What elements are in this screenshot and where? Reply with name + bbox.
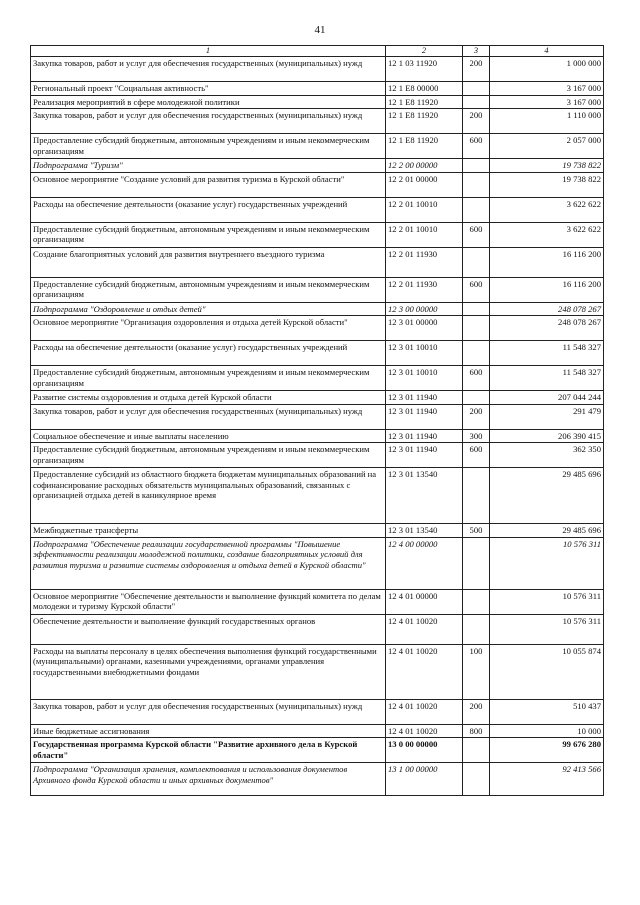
- row-amount-cell: 291 479: [490, 404, 604, 429]
- table-row: [31, 524, 604, 537]
- row-name-cell: Социальное обеспечение и иные выплаты населению: [31, 429, 386, 442]
- table-row: [31, 247, 604, 277]
- row-vr-cell: 200: [463, 57, 490, 82]
- row-name-cell: Закупка товаров, работ и услуг для обеспечения государственных (муниципальных) нужд: [31, 109, 386, 134]
- row-amount-cell: 3 622 622: [490, 222, 604, 247]
- row-name-cell: Закупка товаров, работ и услуг для обеспечения государственных (муниципальных) нужд: [31, 57, 386, 82]
- row-name-cell: Межбюджетные трансферты: [31, 524, 386, 537]
- row-amount-cell: 248 078 267: [490, 316, 604, 341]
- row-code-cell: 12 1 03 11920: [386, 57, 463, 82]
- row-vr-cell: 500: [463, 524, 490, 537]
- row-vr-cell: 800: [463, 724, 490, 737]
- row-vr-cell: [463, 341, 490, 366]
- row-vr-cell: [463, 172, 490, 197]
- row-name-cell: Реализация мероприятий в сфере молодежной политики: [31, 95, 386, 108]
- row-amount-cell: 510 437: [490, 699, 604, 724]
- row-amount-cell: 16 116 200: [490, 277, 604, 302]
- row-name-cell: Основное мероприятие "Обеспечение деятельности и выполнение функций комитета по делам молодежи и туризму Курской области": [31, 589, 386, 614]
- row-amount-cell: 10 576 311: [490, 614, 604, 644]
- table-row: [31, 614, 604, 644]
- row-name-cell: Развитие системы оздоровления и отдыха детей Курской области: [31, 391, 386, 404]
- row-vr-cell: [463, 302, 490, 315]
- row-name-cell: Расходы на обеспечение деятельности (оказание услуг) государственных учреждений: [31, 341, 386, 366]
- row-code-cell: 12 2 00 00000: [386, 159, 463, 172]
- row-code-cell: 12 1 E8 11920: [386, 95, 463, 108]
- row-code-cell: 12 2 01 10010: [386, 222, 463, 247]
- row-amount-cell: 10 576 311: [490, 589, 604, 614]
- row-vr-cell: [463, 316, 490, 341]
- row-name-cell: Предоставление субсидий бюджетным, автономным учреждениям и иным некоммерческим организациям: [31, 443, 386, 468]
- row-vr-cell: 600: [463, 134, 490, 159]
- table-row: [31, 468, 604, 524]
- row-amount-cell: 10 055 874: [490, 644, 604, 699]
- row-code-cell: 12 3 01 13540: [386, 524, 463, 537]
- row-amount-cell: 29 485 696: [490, 468, 604, 524]
- table-row: [31, 404, 604, 429]
- row-name-cell: Государственная программа Курской области "Развитие архивного дела в Курской области": [31, 738, 386, 763]
- row-vr-cell: 600: [463, 366, 490, 391]
- table-row: [31, 724, 604, 737]
- row-name-cell: Предоставление субсидий из областного бюджета бюджетам муниципальных образований на софинансирование расходных обязательств муниципальных образований, связанных с организацией отдыха детей в каникулярное время: [31, 468, 386, 524]
- row-vr-cell: [463, 95, 490, 108]
- table-row: [31, 429, 604, 442]
- column-header: 3: [463, 46, 490, 57]
- table-row: [31, 391, 604, 404]
- table-row: [31, 366, 604, 391]
- row-amount-cell: 1 110 000: [490, 109, 604, 134]
- row-code-cell: 12 3 01 11940: [386, 443, 463, 468]
- table-row: [31, 316, 604, 341]
- row-amount-cell: 206 390 415: [490, 429, 604, 442]
- table-row: [31, 763, 604, 796]
- row-vr-cell: 200: [463, 404, 490, 429]
- row-name-cell: Предоставление субсидий бюджетным, автономным учреждениям и иным некоммерческим организациям: [31, 134, 386, 159]
- table-row: [31, 302, 604, 315]
- row-amount-cell: 11 548 327: [490, 341, 604, 366]
- row-code-cell: 12 3 01 13540: [386, 468, 463, 524]
- row-amount-cell: 362 350: [490, 443, 604, 468]
- row-code-cell: 12 3 01 11940: [386, 429, 463, 442]
- row-code-cell: 12 3 01 10010: [386, 366, 463, 391]
- row-code-cell: 12 2 01 11930: [386, 277, 463, 302]
- row-vr-cell: 200: [463, 699, 490, 724]
- row-vr-cell: [463, 589, 490, 614]
- row-vr-cell: 600: [463, 443, 490, 468]
- table-row: [31, 222, 604, 247]
- row-vr-cell: [463, 763, 490, 796]
- row-name-cell: Предоставление субсидий бюджетным, автономным учреждениям и иным некоммерческим организациям: [31, 222, 386, 247]
- row-name-cell: Обеспечение деятельности и выполнение функций государственных органов: [31, 614, 386, 644]
- table-header-row: [31, 46, 604, 57]
- row-vr-cell: [463, 738, 490, 763]
- row-name-cell: Создание благоприятных условий для развития внутреннего въездного туризма: [31, 247, 386, 277]
- row-vr-cell: 200: [463, 109, 490, 134]
- row-amount-cell: 92 413 566: [490, 763, 604, 796]
- page-number: 41: [314, 24, 326, 36]
- row-vr-cell: [463, 537, 490, 589]
- table-row: [31, 589, 604, 614]
- column-header: 2: [386, 46, 463, 57]
- row-amount-cell: 207 044 244: [490, 391, 604, 404]
- row-name-cell: Подпрограмма "Туризм": [31, 159, 386, 172]
- row-amount-cell: 248 078 267: [490, 302, 604, 315]
- row-amount-cell: 10 000: [490, 724, 604, 737]
- row-name-cell: Предоставление субсидий бюджетным, автономным учреждениям и иным некоммерческим организациям: [31, 277, 386, 302]
- row-code-cell: 12 4 01 10020: [386, 644, 463, 699]
- row-code-cell: 12 3 00 00000: [386, 302, 463, 315]
- row-code-cell: 13 0 00 00000: [386, 738, 463, 763]
- row-amount-cell: 1 000 000: [490, 57, 604, 82]
- row-code-cell: 12 1 E8 11920: [386, 134, 463, 159]
- column-header: 4: [490, 46, 604, 57]
- row-code-cell: 12 4 01 10020: [386, 614, 463, 644]
- table-row: [31, 134, 604, 159]
- row-amount-cell: 3 167 000: [490, 82, 604, 95]
- table-row: [31, 172, 604, 197]
- row-vr-cell: [463, 391, 490, 404]
- table-row: [31, 699, 604, 724]
- table-row: [31, 738, 604, 763]
- row-amount-cell: 3 622 622: [490, 197, 604, 222]
- row-code-cell: 12 4 01 00000: [386, 589, 463, 614]
- row-vr-cell: [463, 197, 490, 222]
- row-code-cell: 12 1 E8 00000: [386, 82, 463, 95]
- row-code-cell: 12 4 01 10020: [386, 699, 463, 724]
- row-code-cell: 12 2 01 00000: [386, 172, 463, 197]
- row-vr-cell: 300: [463, 429, 490, 442]
- row-name-cell: Региональный проект "Социальная активность": [31, 82, 386, 95]
- row-code-cell: 12 3 01 10010: [386, 341, 463, 366]
- row-name-cell: Подпрограмма "Организация хранения, комплектования и использования документов Архивного фонда Курской области и иных архивных документов": [31, 763, 386, 796]
- row-vr-cell: [463, 614, 490, 644]
- row-code-cell: 13 1 00 00000: [386, 763, 463, 796]
- row-code-cell: 12 4 01 10020: [386, 724, 463, 737]
- row-amount-cell: 16 116 200: [490, 247, 604, 277]
- row-amount-cell: 10 576 311: [490, 537, 604, 589]
- table-row: [31, 159, 604, 172]
- table-row: [31, 82, 604, 95]
- column-header: 1: [31, 46, 386, 57]
- row-amount-cell: 3 167 000: [490, 95, 604, 108]
- row-name-cell: Закупка товаров, работ и услуг для обеспечения государственных (муниципальных) нужд: [31, 699, 386, 724]
- table-row: [31, 644, 604, 699]
- row-name-cell: Иные бюджетные ассигнования: [31, 724, 386, 737]
- table-row: [31, 197, 604, 222]
- row-code-cell: 12 1 E8 11920: [386, 109, 463, 134]
- row-amount-cell: 29 485 696: [490, 524, 604, 537]
- table-row: [31, 277, 604, 302]
- row-name-cell: Закупка товаров, работ и услуг для обеспечения государственных (муниципальных) нужд: [31, 404, 386, 429]
- row-vr-cell: [463, 82, 490, 95]
- table-body: [31, 57, 604, 796]
- row-name-cell: Предоставление субсидий бюджетным, автономным учреждениям и иным некоммерческим организациям: [31, 366, 386, 391]
- row-vr-cell: 100: [463, 644, 490, 699]
- row-code-cell: 12 2 01 11930: [386, 247, 463, 277]
- row-name-cell: Основное мероприятие "Организация оздоровления и отдыха детей Курской области": [31, 316, 386, 341]
- row-amount-cell: 19 738 822: [490, 159, 604, 172]
- row-amount-cell: 19 738 822: [490, 172, 604, 197]
- table-row: [31, 109, 604, 134]
- row-code-cell: 12 3 01 11940: [386, 404, 463, 429]
- row-amount-cell: 99 676 280: [490, 738, 604, 763]
- row-name-cell: Расходы на обеспечение деятельности (оказание услуг) государственных учреждений: [31, 197, 386, 222]
- row-code-cell: 12 3 01 11940: [386, 391, 463, 404]
- row-vr-cell: [463, 159, 490, 172]
- row-vr-cell: [463, 468, 490, 524]
- row-vr-cell: 600: [463, 277, 490, 302]
- budget-table: [30, 45, 604, 796]
- table-row: [31, 443, 604, 468]
- row-code-cell: 12 2 01 10010: [386, 197, 463, 222]
- row-name-cell: Основное мероприятие "Создание условий для развития туризма в Курской области": [31, 172, 386, 197]
- table-row: [31, 537, 604, 589]
- row-amount-cell: 2 057 000: [490, 134, 604, 159]
- table-row: [31, 95, 604, 108]
- row-vr-cell: [463, 247, 490, 277]
- row-name-cell: Расходы на выплаты персоналу в целях обеспечения выполнения функций государственными (муниципальными) органами, казенными учреждениями, органами управления государственными внебюджетными фондами: [31, 644, 386, 699]
- row-amount-cell: 11 548 327: [490, 366, 604, 391]
- table-row: [31, 57, 604, 82]
- table-row: [31, 341, 604, 366]
- row-name-cell: Подпрограмма "Обеспечение реализации государственной программы "Повышение эффективности реализации молодежной политики, создание благоприятных условий для развития туризма и развитие системы оздоровления и отдыха детей в Курской области": [31, 537, 386, 589]
- row-vr-cell: 600: [463, 222, 490, 247]
- row-code-cell: 12 3 01 00000: [386, 316, 463, 341]
- row-code-cell: 12 4 00 00000: [386, 537, 463, 589]
- row-name-cell: Подпрограмма "Оздоровление и отдых детей": [31, 302, 386, 315]
